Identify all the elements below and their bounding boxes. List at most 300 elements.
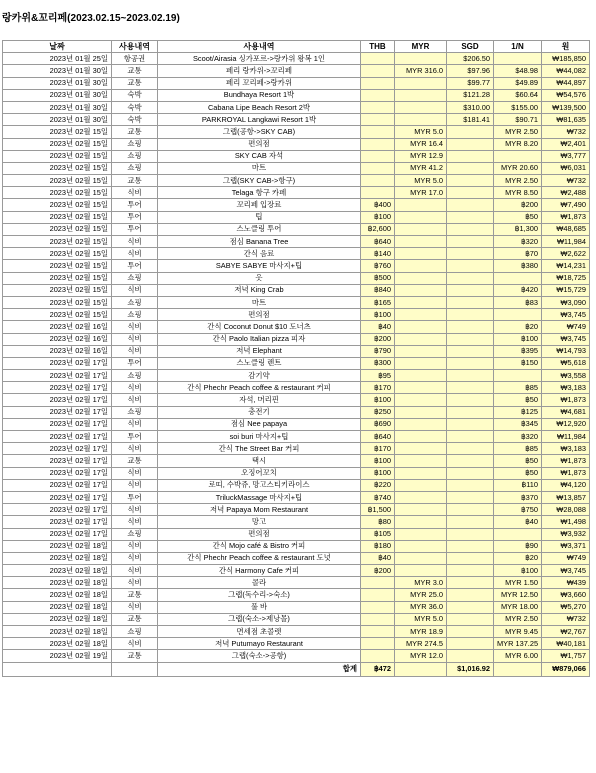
cell-sgd[interactable]	[447, 589, 494, 601]
cell-myr[interactable]	[395, 89, 447, 101]
cell-thb[interactable]: ฿40	[361, 552, 395, 564]
cell-sgd[interactable]	[447, 138, 494, 150]
cell-date[interactable]: 2023년 02월 19일	[3, 650, 112, 662]
cell-date[interactable]: 2023년 02월 15일	[3, 284, 112, 296]
cell-category[interactable]: 식비	[112, 382, 158, 394]
cell-krw[interactable]: ₩1,873	[542, 455, 590, 467]
cell-description[interactable]: 마트	[158, 162, 361, 174]
cell-category[interactable]: 투어	[112, 491, 158, 503]
total-myr[interactable]	[395, 662, 447, 676]
cell-date[interactable]: 2023년 02월 17일	[3, 467, 112, 479]
cell-category[interactable]: 쇼핑	[112, 138, 158, 150]
cell-category[interactable]: 식비	[112, 638, 158, 650]
cell-description[interactable]: 페리 랑카위->꼬리페	[158, 65, 361, 77]
cell-thb[interactable]: ฿1,500	[361, 504, 395, 516]
cell-split[interactable]: ฿20	[494, 552, 542, 564]
cell-krw[interactable]: ₩3,745	[542, 333, 590, 345]
cell-date[interactable]: 2023년 02월 17일	[3, 394, 112, 406]
cell-thb[interactable]: ฿80	[361, 516, 395, 528]
cell-krw[interactable]: ₩13,857	[542, 491, 590, 503]
cell-description[interactable]: 그랩(숙소->제낭몰)	[158, 613, 361, 625]
cell-description[interactable]: 마트	[158, 296, 361, 308]
cell-myr[interactable]	[395, 53, 447, 65]
col-header-krw[interactable]: 원	[542, 41, 590, 53]
cell-sgd[interactable]	[447, 345, 494, 357]
cell-description[interactable]: SABYE SABYE 마사지+팁	[158, 260, 361, 272]
cell-description[interactable]: 간식 The Street Bar 커피	[158, 443, 361, 455]
cell-krw[interactable]: ₩2,401	[542, 138, 590, 150]
total-krw[interactable]: ₩879,066	[542, 662, 590, 676]
cell-category[interactable]: 교통	[112, 65, 158, 77]
cell-category[interactable]: 교통	[112, 126, 158, 138]
cell-date[interactable]: 2023년 02월 18일	[3, 540, 112, 552]
cell-category[interactable]: 교통	[112, 613, 158, 625]
cell-sgd[interactable]	[447, 528, 494, 540]
cell-myr[interactable]	[395, 552, 447, 564]
cell-myr[interactable]	[395, 223, 447, 235]
cell-sgd[interactable]	[447, 357, 494, 369]
cell-sgd[interactable]	[447, 626, 494, 638]
cell-date[interactable]: 2023년 02월 17일	[3, 443, 112, 455]
cell-sgd[interactable]	[447, 516, 494, 528]
cell-date[interactable]: 2023년 01월 30일	[3, 77, 112, 89]
cell-category[interactable]: 식비	[112, 577, 158, 589]
total-label[interactable]: 합계	[158, 662, 361, 676]
cell-split[interactable]: MYR 2.50	[494, 126, 542, 138]
cell-krw[interactable]: ₩732	[542, 175, 590, 187]
cell-category[interactable]: 쇼핑	[112, 272, 158, 284]
cell-split[interactable]: ฿380	[494, 260, 542, 272]
cell-split[interactable]: MYR 1.50	[494, 577, 542, 589]
cell-category[interactable]: 쇼핑	[112, 309, 158, 321]
cell-myr[interactable]: MYR 36.0	[395, 601, 447, 613]
cell-category[interactable]: 투어	[112, 357, 158, 369]
cell-thb[interactable]	[361, 589, 395, 601]
cell-krw[interactable]: ₩15,729	[542, 284, 590, 296]
cell-sgd[interactable]	[447, 199, 494, 211]
cell-description[interactable]: 풀 바	[158, 601, 361, 613]
cell-myr[interactable]	[395, 516, 447, 528]
cell-description[interactable]: 팁	[158, 211, 361, 223]
cell-sgd[interactable]	[447, 296, 494, 308]
cell-myr[interactable]	[395, 272, 447, 284]
cell-description[interactable]: 저녁 Elephant	[158, 345, 361, 357]
cell-myr[interactable]	[395, 296, 447, 308]
cell-date[interactable]: 2023년 02월 15일	[3, 236, 112, 248]
cell-sgd[interactable]	[447, 126, 494, 138]
cell-krw[interactable]: ₩3,371	[542, 540, 590, 552]
col-header-split[interactable]: 1/N	[494, 41, 542, 53]
cell-krw[interactable]: ₩3,932	[542, 528, 590, 540]
cell-krw[interactable]: ₩2,488	[542, 187, 590, 199]
cell-description[interactable]: 그랩(SKY CAB->항구)	[158, 175, 361, 187]
cell-sgd[interactable]	[447, 650, 494, 662]
cell-sgd[interactable]	[447, 248, 494, 260]
cell-description[interactable]: PARKROYAL Langkawi Resort 1박	[158, 114, 361, 126]
cell-krw[interactable]: ₩3,745	[542, 565, 590, 577]
cell-split[interactable]: ฿50	[494, 394, 542, 406]
cell-myr[interactable]: MYR 5.0	[395, 126, 447, 138]
col-header-thb[interactable]: THB	[361, 41, 395, 53]
cell-myr[interactable]	[395, 236, 447, 248]
cell-myr[interactable]	[395, 504, 447, 516]
cell-krw[interactable]: ₩44,082	[542, 65, 590, 77]
cell-date[interactable]: 2023년 02월 15일	[3, 175, 112, 187]
cell-thb[interactable]: ฿105	[361, 528, 395, 540]
cell-krw[interactable]: ₩40,181	[542, 638, 590, 650]
cell-split[interactable]	[494, 309, 542, 321]
cell-thb[interactable]: ฿690	[361, 418, 395, 430]
cell-category[interactable]: 교통	[112, 650, 158, 662]
cell-description[interactable]: SKY CAB 자석	[158, 150, 361, 162]
cell-thb[interactable]: ฿170	[361, 382, 395, 394]
cell-thb[interactable]	[361, 626, 395, 638]
cell-split[interactable]	[494, 272, 542, 284]
cell-description[interactable]: 간식 음료	[158, 248, 361, 260]
cell-description[interactable]: 편의점	[158, 528, 361, 540]
cell-sgd[interactable]	[447, 491, 494, 503]
cell-myr[interactable]	[395, 528, 447, 540]
cell-thb[interactable]	[361, 613, 395, 625]
cell-myr[interactable]	[395, 211, 447, 223]
total-thb[interactable]: ฿472	[361, 662, 395, 676]
cell-krw[interactable]: ₩139,500	[542, 101, 590, 113]
cell-myr[interactable]	[395, 382, 447, 394]
cell-split[interactable]: ฿100	[494, 565, 542, 577]
cell-category[interactable]: 식비	[112, 418, 158, 430]
cell-description[interactable]: 간식 Coconut Donut $10 도너츠	[158, 321, 361, 333]
cell-description[interactable]: Cabana Lipe Beach Resort 2박	[158, 101, 361, 113]
cell-category[interactable]: 쇼핑	[112, 626, 158, 638]
cell-myr[interactable]: MYR 3.0	[395, 577, 447, 589]
cell-sgd[interactable]	[447, 321, 494, 333]
cell-krw[interactable]: ₩14,231	[542, 260, 590, 272]
cell-sgd[interactable]	[447, 223, 494, 235]
cell-thb[interactable]: ฿500	[361, 272, 395, 284]
cell-date[interactable]: 2023년 02월 17일	[3, 504, 112, 516]
cell-myr[interactable]	[395, 199, 447, 211]
cell-thb[interactable]: ฿640	[361, 236, 395, 248]
cell-thb[interactable]	[361, 150, 395, 162]
cell-description[interactable]: 그랩(숙소->공항)	[158, 650, 361, 662]
cell-date[interactable]: 2023년 02월 18일	[3, 638, 112, 650]
cell-date[interactable]: 2023년 02월 18일	[3, 552, 112, 564]
cell-thb[interactable]	[361, 175, 395, 187]
cell-description[interactable]: 편의점	[158, 138, 361, 150]
cell-sgd[interactable]	[447, 382, 494, 394]
cell-date[interactable]: 2023년 02월 16일	[3, 321, 112, 333]
cell-sgd[interactable]: $206.50	[447, 53, 494, 65]
cell-category[interactable]: 교통	[112, 175, 158, 187]
cell-description[interactable]: 택시	[158, 455, 361, 467]
cell-sgd[interactable]	[447, 406, 494, 418]
cell-thb[interactable]: ฿760	[361, 260, 395, 272]
cell-category[interactable]: 식비	[112, 321, 158, 333]
col-header-myr[interactable]: MYR	[395, 41, 447, 53]
cell-category[interactable]: 식비	[112, 394, 158, 406]
cell-myr[interactable]	[395, 345, 447, 357]
cell-thb[interactable]: ฿740	[361, 491, 395, 503]
cell-split[interactable]: ฿1,300	[494, 223, 542, 235]
cell-myr[interactable]	[395, 479, 447, 491]
cell-sgd[interactable]	[447, 162, 494, 174]
cell-category[interactable]: 교통	[112, 455, 158, 467]
cell-krw[interactable]: ₩1,873	[542, 467, 590, 479]
cell-myr[interactable]	[395, 565, 447, 577]
cell-thb[interactable]: ฿200	[361, 565, 395, 577]
cell-sgd[interactable]	[447, 175, 494, 187]
cell-date[interactable]: 2023년 02월 17일	[3, 357, 112, 369]
cell-description[interactable]: 콜라	[158, 577, 361, 589]
cell-krw[interactable]: ₩2,767	[542, 626, 590, 638]
cell-sgd[interactable]	[447, 455, 494, 467]
cell-description[interactable]: 충전기	[158, 406, 361, 418]
cell-sgd[interactable]	[447, 601, 494, 613]
cell-category[interactable]: 식비	[112, 443, 158, 455]
cell-thb[interactable]: ฿100	[361, 394, 395, 406]
cell-date[interactable]: 2023년 02월 15일	[3, 162, 112, 174]
cell-thb[interactable]: ฿100	[361, 455, 395, 467]
cell-description[interactable]: Scoot/Airasia 싱가포르->랑카위 왕복 1인	[158, 53, 361, 65]
total-sgd[interactable]: $1,016.92	[447, 662, 494, 676]
cell-date[interactable]: 2023년 02월 15일	[3, 199, 112, 211]
cell-sgd[interactable]	[447, 150, 494, 162]
cell-krw[interactable]: ₩4,120	[542, 479, 590, 491]
cell-date[interactable]: 2023년 02월 17일	[3, 528, 112, 540]
cell-sgd[interactable]: $97.96	[447, 65, 494, 77]
cell-thb[interactable]: ฿100	[361, 211, 395, 223]
cell-date[interactable]: 2023년 02월 15일	[3, 187, 112, 199]
cell-date[interactable]: 2023년 02월 17일	[3, 479, 112, 491]
cell-krw[interactable]: ₩11,984	[542, 236, 590, 248]
cell-category[interactable]: 항공권	[112, 53, 158, 65]
cell-myr[interactable]	[395, 418, 447, 430]
cell-category[interactable]: 투어	[112, 431, 158, 443]
cell-myr[interactable]	[395, 491, 447, 503]
cell-split[interactable]: $48.98	[494, 65, 542, 77]
cell-split[interactable]	[494, 528, 542, 540]
cell-sgd[interactable]	[447, 431, 494, 443]
cell-date[interactable]: 2023년 02월 17일	[3, 370, 112, 382]
cell-thb[interactable]: ฿95	[361, 370, 395, 382]
cell-sgd[interactable]	[447, 284, 494, 296]
cell-thb[interactable]: ฿250	[361, 406, 395, 418]
cell-sgd[interactable]	[447, 260, 494, 272]
cell-category[interactable]: 쇼핑	[112, 162, 158, 174]
cell-split[interactable]: MYR 137.25	[494, 638, 542, 650]
cell-myr[interactable]	[395, 114, 447, 126]
cell-myr[interactable]	[395, 333, 447, 345]
cell-split[interactable]: ฿100	[494, 333, 542, 345]
cell-thb[interactable]: ฿40	[361, 321, 395, 333]
cell-split[interactable]: ฿83	[494, 296, 542, 308]
cell-thb[interactable]: ฿640	[361, 431, 395, 443]
cell-split[interactable]: ฿395	[494, 345, 542, 357]
cell-split[interactable]: MYR 20.60	[494, 162, 542, 174]
cell-split[interactable]: ฿320	[494, 236, 542, 248]
cell-split[interactable]: ฿420	[494, 284, 542, 296]
cell-description[interactable]: 로띠, 수박쥬, 망고스티키라이스	[158, 479, 361, 491]
cell-date[interactable]: 2023년 02월 15일	[3, 309, 112, 321]
cell-split[interactable]: MYR 2.50	[494, 613, 542, 625]
cell-myr[interactable]	[395, 77, 447, 89]
cell-split[interactable]: $90.71	[494, 114, 542, 126]
cell-description[interactable]: 스노클링 투어	[158, 223, 361, 235]
cell-myr[interactable]: MYR 274.5	[395, 638, 447, 650]
cell-krw[interactable]: ₩1,498	[542, 516, 590, 528]
cell-myr[interactable]: MYR 5.0	[395, 613, 447, 625]
cell-krw[interactable]: ₩3,660	[542, 589, 590, 601]
cell-sgd[interactable]	[447, 577, 494, 589]
cell-category[interactable]: 교통	[112, 589, 158, 601]
cell-category[interactable]: 식비	[112, 540, 158, 552]
cell-category[interactable]: 쇼핑	[112, 296, 158, 308]
col-header-category[interactable]: 사용내역	[112, 41, 158, 53]
cell-date[interactable]: 2023년 02월 18일	[3, 601, 112, 613]
col-header-sgd[interactable]: SGD	[447, 41, 494, 53]
cell-category[interactable]: 식비	[112, 552, 158, 564]
cell-krw[interactable]: ₩3,183	[542, 443, 590, 455]
cell-split[interactable]: $49.89	[494, 77, 542, 89]
cell-thb[interactable]	[361, 650, 395, 662]
cell-category[interactable]: 교통	[112, 77, 158, 89]
cell-krw[interactable]: ₩14,793	[542, 345, 590, 357]
cell-category[interactable]: 식비	[112, 516, 158, 528]
cell-thb[interactable]	[361, 126, 395, 138]
cell-myr[interactable]	[395, 394, 447, 406]
cell-myr[interactable]	[395, 455, 447, 467]
cell-thb[interactable]: ฿165	[361, 296, 395, 308]
cell-category[interactable]: 쇼핑	[112, 406, 158, 418]
cell-sgd[interactable]	[447, 613, 494, 625]
cell-myr[interactable]: MYR 17.0	[395, 187, 447, 199]
cell-split[interactable]: ฿40	[494, 516, 542, 528]
cell-myr[interactable]: MYR 12.0	[395, 650, 447, 662]
cell-split[interactable]: ฿85	[494, 382, 542, 394]
cell-sgd[interactable]	[447, 333, 494, 345]
cell-krw[interactable]: ₩11,984	[542, 431, 590, 443]
cell-thb[interactable]: ฿2,600	[361, 223, 395, 235]
cell-sgd[interactable]: $121.28	[447, 89, 494, 101]
cell-description[interactable]: 점심 Nee papaya	[158, 418, 361, 430]
cell-myr[interactable]: MYR 41.2	[395, 162, 447, 174]
cell-description[interactable]: 저녁 King Crab	[158, 284, 361, 296]
cell-description[interactable]: 간식 Harmony Cafe 커피	[158, 565, 361, 577]
cell-category[interactable]: 숙박	[112, 114, 158, 126]
cell-split[interactable]: MYR 12.50	[494, 589, 542, 601]
cell-sgd[interactable]	[447, 187, 494, 199]
cell-myr[interactable]	[395, 443, 447, 455]
cell-thb[interactable]: ฿220	[361, 479, 395, 491]
cell-description[interactable]: 페리 꼬리페->랑카위	[158, 77, 361, 89]
cell-description[interactable]: 자석, 머리핀	[158, 394, 361, 406]
cell-myr[interactable]	[395, 467, 447, 479]
cell-description[interactable]: 그랩(독수리->숙소)	[158, 589, 361, 601]
cell-myr[interactable]: MYR 25.0	[395, 589, 447, 601]
cell-sgd[interactable]	[447, 638, 494, 650]
cell-thb[interactable]: ฿200	[361, 333, 395, 345]
cell-krw[interactable]: ₩44,897	[542, 77, 590, 89]
cell-myr[interactable]: MYR 5.0	[395, 175, 447, 187]
cell-thb[interactable]: ฿400	[361, 199, 395, 211]
cell-krw[interactable]: ₩3,558	[542, 370, 590, 382]
cell-sgd[interactable]	[447, 394, 494, 406]
cell-date[interactable]: 2023년 01월 30일	[3, 101, 112, 113]
cell-sgd[interactable]	[447, 552, 494, 564]
cell-krw[interactable]: ₩7,490	[542, 199, 590, 211]
cell-split[interactable]: ฿750	[494, 504, 542, 516]
cell-date[interactable]: 2023년 02월 17일	[3, 418, 112, 430]
cell-description[interactable]: TriluckMassage 마사지+팁	[158, 491, 361, 503]
cell-category[interactable]: 쇼핑	[112, 150, 158, 162]
cell-description[interactable]: soi buri 마사지+팁	[158, 431, 361, 443]
cell-description[interactable]: Bundhaya Resort 1박	[158, 89, 361, 101]
cell-krw[interactable]: ₩732	[542, 126, 590, 138]
cell-sgd[interactable]: $99.77	[447, 77, 494, 89]
cell-split[interactable]: MYR 2.50	[494, 175, 542, 187]
cell-thb[interactable]	[361, 187, 395, 199]
cell-description[interactable]: 점심 Banana Tree	[158, 236, 361, 248]
cell-krw[interactable]: ₩1,757	[542, 650, 590, 662]
cell-split[interactable]: ฿110	[494, 479, 542, 491]
cell-thb[interactable]: ฿170	[361, 443, 395, 455]
cell-date[interactable]: 2023년 02월 15일	[3, 260, 112, 272]
cell-description[interactable]: 간식 Mojo café & Bistro 커피	[158, 540, 361, 552]
cell-description[interactable]: 면세점 초콜렛	[158, 626, 361, 638]
cell-thb[interactable]: ฿180	[361, 540, 395, 552]
cell-krw[interactable]: ₩3,745	[542, 309, 590, 321]
cell-sgd[interactable]	[447, 443, 494, 455]
cell-thb[interactable]	[361, 162, 395, 174]
cell-myr[interactable]	[395, 309, 447, 321]
cell-category[interactable]: 식비	[112, 504, 158, 516]
cell-krw[interactable]: ₩5,270	[542, 601, 590, 613]
cell-krw[interactable]: ₩28,088	[542, 504, 590, 516]
cell-thb[interactable]	[361, 638, 395, 650]
col-header-date[interactable]: 날짜	[3, 41, 112, 53]
cell-date[interactable]: 2023년 02월 16일	[3, 345, 112, 357]
cell-category[interactable]: 투어	[112, 260, 158, 272]
cell-myr[interactable]	[395, 370, 447, 382]
cell-date[interactable]: 2023년 02월 17일	[3, 431, 112, 443]
cell-krw[interactable]: ₩54,576	[542, 89, 590, 101]
cell-thb[interactable]	[361, 138, 395, 150]
cell-category[interactable]: 쇼핑	[112, 528, 158, 540]
cell-krw[interactable]: ₩1,873	[542, 211, 590, 223]
cell-sgd[interactable]	[447, 467, 494, 479]
cell-krw[interactable]: ₩81,635	[542, 114, 590, 126]
cell-date[interactable]: 2023년 01월 30일	[3, 89, 112, 101]
cell-split[interactable]: ฿50	[494, 467, 542, 479]
cell-myr[interactable]	[395, 357, 447, 369]
cell-description[interactable]: 꼬리페 입장료	[158, 199, 361, 211]
cell-thb[interactable]: ฿840	[361, 284, 395, 296]
cell-myr[interactable]	[395, 431, 447, 443]
cell-krw[interactable]: ₩3,183	[542, 382, 590, 394]
cell-split[interactable]	[494, 370, 542, 382]
cell-date[interactable]: 2023년 02월 18일	[3, 589, 112, 601]
col-header-description[interactable]: 사용내역	[158, 41, 361, 53]
cell-description[interactable]: 간식 Phechr Peach coffee & restaurant 도넛	[158, 552, 361, 564]
cell-category[interactable]: 쇼핑	[112, 370, 158, 382]
cell-sgd[interactable]	[447, 272, 494, 284]
cell-myr[interactable]	[395, 321, 447, 333]
cell-split[interactable]: ฿50	[494, 211, 542, 223]
total-split[interactable]	[494, 662, 542, 676]
cell-split[interactable]: MYR 18.00	[494, 601, 542, 613]
cell-thb[interactable]	[361, 53, 395, 65]
cell-split[interactable]: ฿320	[494, 431, 542, 443]
